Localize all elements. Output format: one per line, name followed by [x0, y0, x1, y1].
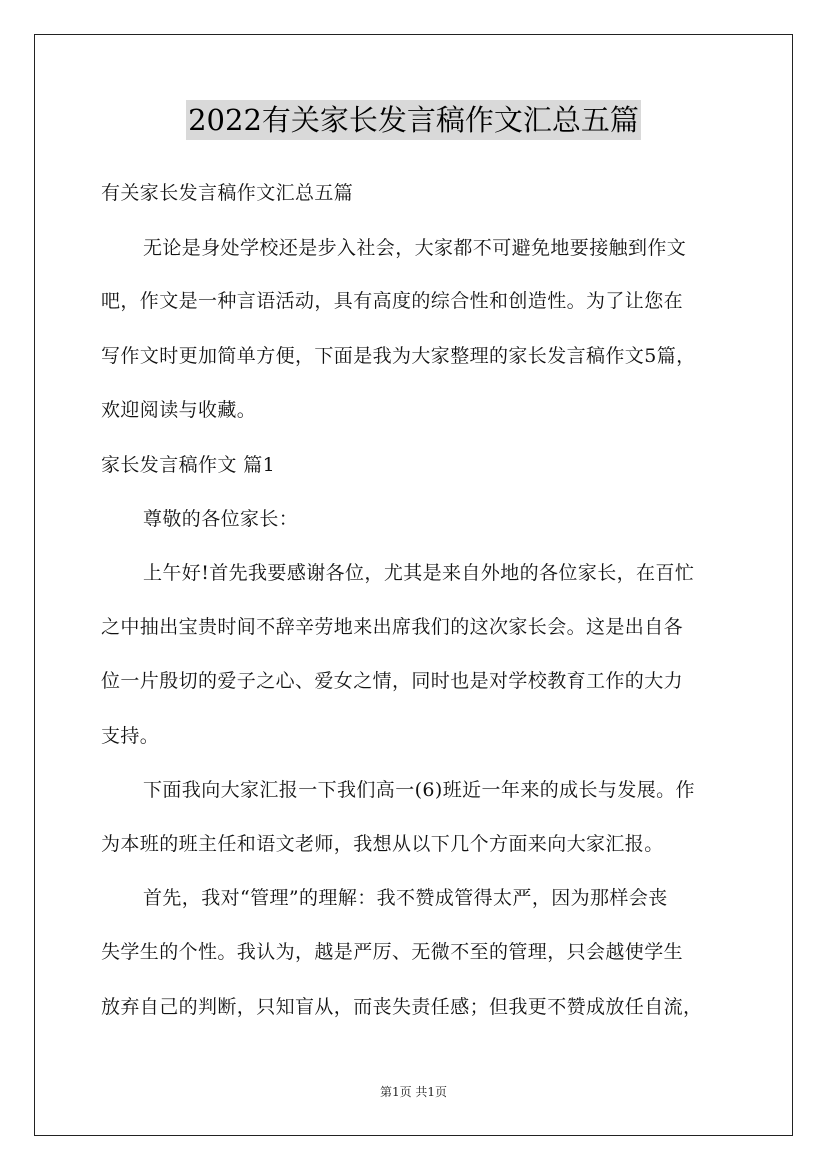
paragraph-line: 下面我向大家汇报一下我们高一(6)班近一年来的成长与发展。作	[143, 779, 695, 801]
paragraph-line: 放弃自己的判断，只知盲从，而丧失责任感；但我更不赞成放任自流，	[101, 996, 703, 1018]
document-title: 2022有关家长发言稿作文汇总五篇	[186, 100, 641, 140]
paragraph-line: 上午好!首先我要感谢各位，尤其是来自外地的各位家长，在百忙	[143, 562, 695, 584]
paragraph-line: 之中抽出宝贵时间不辞辛劳地来出席我们的这次家长会。这是出自各	[101, 616, 684, 638]
paragraph-line: 吧，作文是一种言语活动，具有高度的综合性和创造性。为了让您在	[101, 290, 684, 312]
paragraph-line: 首先，我对“管理”的理解：我不赞成管得太严，因为那样会丧	[143, 887, 668, 909]
paragraph-line: 无论是身处学校还是步入社会，大家都不可避免地要接触到作文	[143, 237, 687, 259]
subtitle-line: 有关家长发言稿作文汇总五篇	[101, 182, 354, 204]
paragraph-line: 失学生的个性。我认为，越是严厉、无微不至的管理，只会越使学生	[101, 941, 684, 963]
paragraph-line: 欢迎阅读与收藏。	[101, 399, 257, 421]
paragraph-line: 为本班的班主任和语文老师，我想从以下几个方面来向大家汇报。	[101, 833, 664, 855]
paragraph-line: 支持。	[101, 725, 160, 747]
title-container	[0, 100, 827, 140]
section-heading: 家长发言稿作文 篇1	[101, 454, 276, 476]
paragraph-line: 位一片殷切的爱子之心、爱女之情，同时也是对学校教育工作的大力	[101, 670, 684, 692]
page-number: 第1页 共1页	[379, 1085, 448, 1099]
paragraph-line: 写作文时更加简单方便，下面是我为大家整理的家长发言稿作文5篇，	[101, 345, 696, 367]
greeting-line: 尊敬的各位家长：	[143, 508, 299, 530]
